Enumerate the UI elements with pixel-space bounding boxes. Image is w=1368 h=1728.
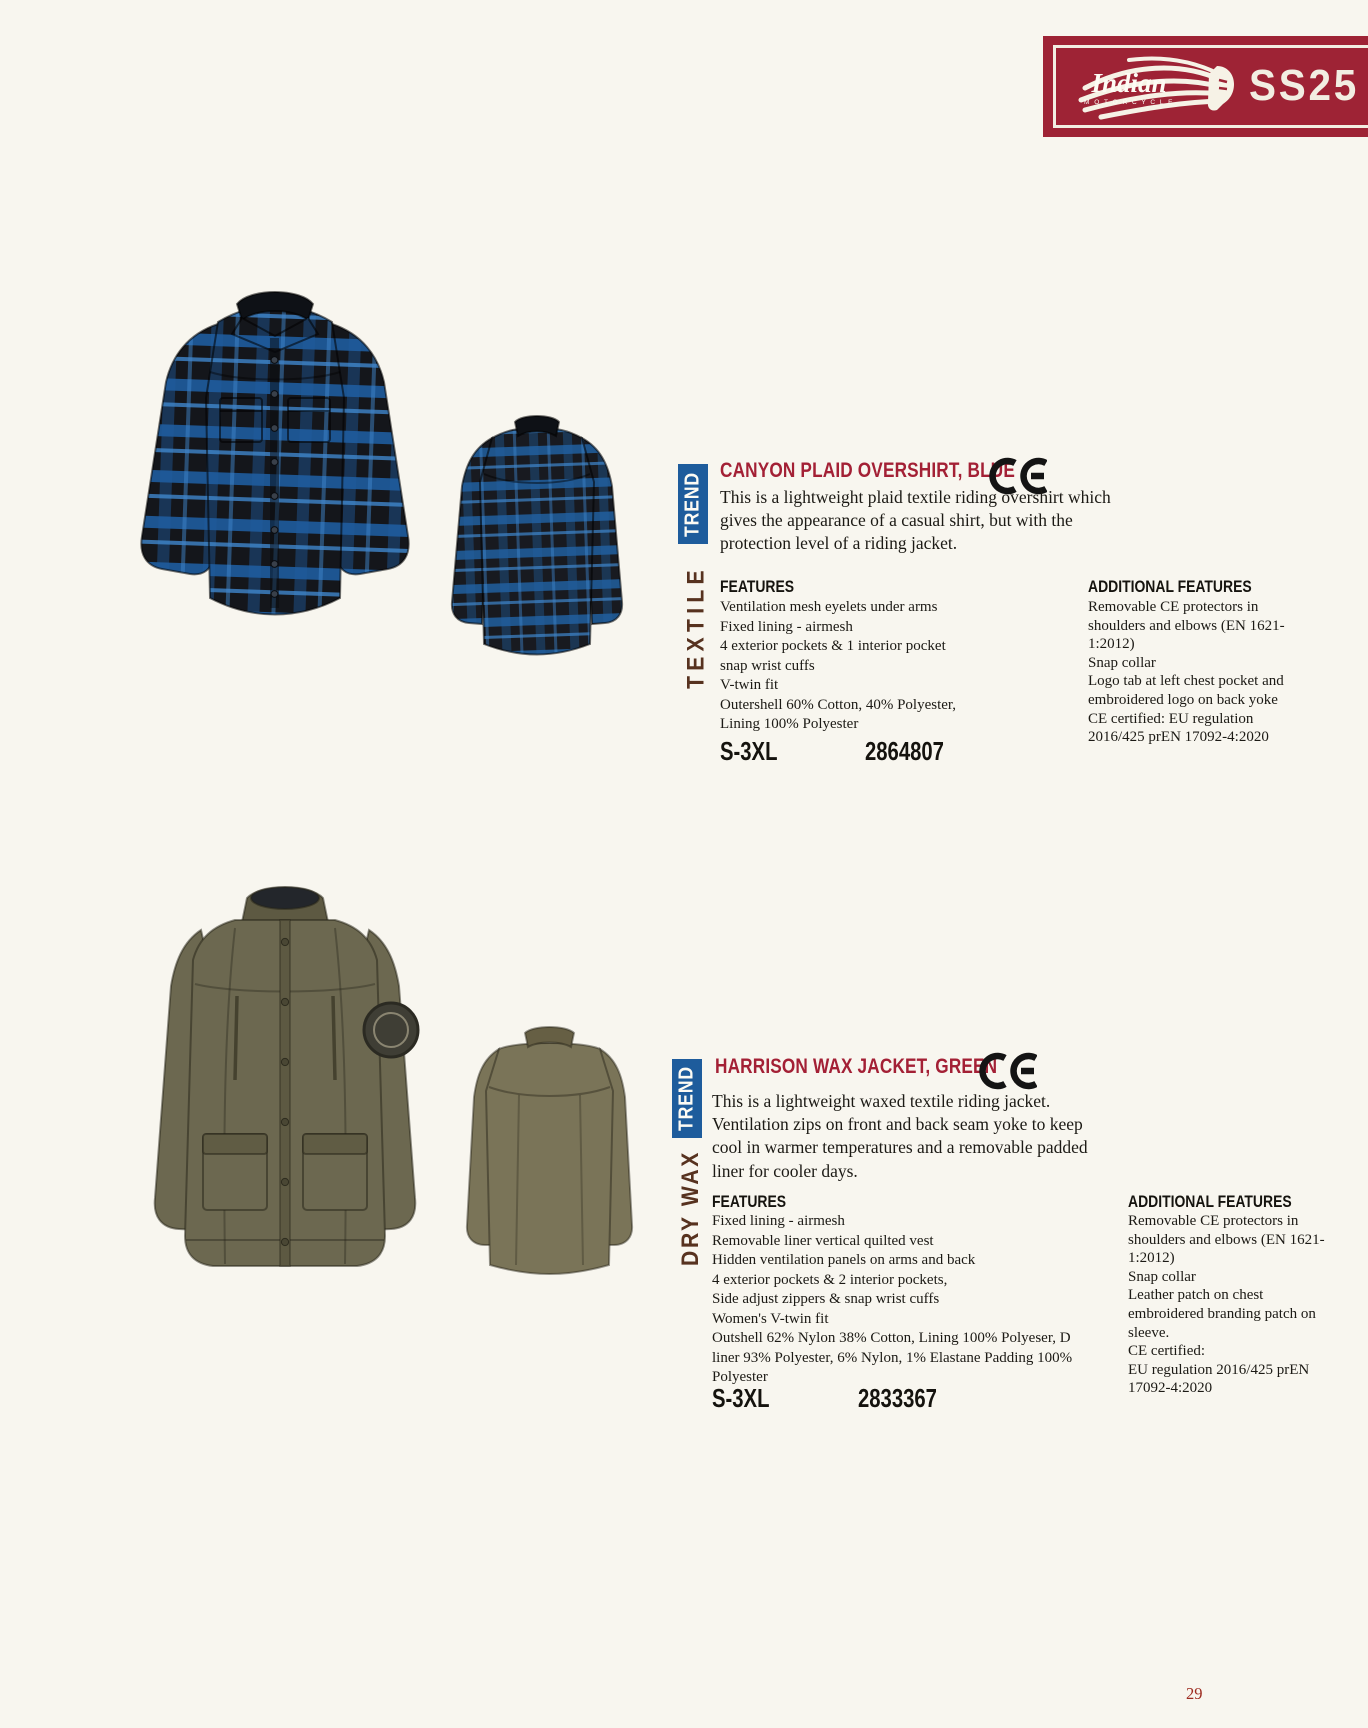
- feature-line: Snap collar: [1128, 1268, 1196, 1285]
- feature-line: 4 exterior pockets & 1 interior pocket: [720, 638, 946, 654]
- category-label-textile: [681, 551, 711, 703]
- brand-script-text: Indian: [1091, 68, 1167, 98]
- feature-line: Women's V-twin fit: [712, 1310, 829, 1327]
- feature-line: CE certified:: [1128, 1343, 1206, 1360]
- feature-line: Snap collar: [1088, 654, 1156, 671]
- category-label-text: TEXTILE: [682, 565, 710, 689]
- overshirt-front-image: [70, 278, 480, 673]
- sku-value: [858, 1383, 959, 1414]
- product-title-text: HARRISON WAX JACKET, GREEN: [715, 1054, 998, 1078]
- additional-features-heading-text: ADDITIONAL FEATURES: [1088, 577, 1252, 596]
- ce-mark-icon: [975, 1051, 1037, 1091]
- features-heading: [720, 577, 810, 597]
- trend-tag-label: TREND: [675, 1065, 698, 1132]
- category-label-dry-wax: [676, 1148, 706, 1268]
- feature-line: snap wrist cuffs: [720, 657, 815, 674]
- feature-line: Leather patch on chest embroidered branding patch on sleeve.: [1128, 1287, 1316, 1341]
- feature-line: Polyester: [712, 1369, 768, 1385]
- feature-line: V-twin fit: [720, 677, 779, 693]
- feature-line: Removable CE protectors in shoulders and elbows (EN 1621-1:2012): [1128, 1213, 1325, 1267]
- feature-line: Outershell 60% Cotton, 40% Polyester,: [720, 696, 957, 713]
- indian-motorcycle-headdress-logo-icon: [1071, 54, 1243, 120]
- sleeve-patch: [364, 1003, 418, 1057]
- trend-tag-label: TREND: [681, 471, 704, 537]
- sku-text: 2833367: [858, 1383, 937, 1413]
- feature-line: Fixed lining - airmesh: [712, 1213, 845, 1229]
- feature-line: Lining 100% Polyester: [720, 716, 859, 732]
- additional-features-list: [1088, 598, 1293, 747]
- features-heading: [712, 1192, 802, 1212]
- sizes-value: [712, 1383, 786, 1414]
- feature-line: Side adjust zippers & snap wrist cuffs: [712, 1291, 940, 1307]
- feature-line: Outshell 62% Nylon 38% Cotton, Lining 100% Polyeser, D: [712, 1330, 1071, 1346]
- features-heading-text: FEATURES: [712, 1192, 787, 1211]
- jacket-back-image: [437, 1025, 662, 1290]
- overshirt-back-image: [422, 412, 652, 667]
- product-title-text: CANYON PLAID OVERSHIRT, BLUE: [720, 458, 1015, 482]
- sizes-value: [720, 736, 794, 767]
- feature-line: Logo tab at left chest pocket and embroidered logo on back yoke: [1088, 673, 1284, 708]
- additional-features-heading-text: ADDITIONAL FEATURES: [1128, 1192, 1292, 1211]
- feature-line: 4 exterior pockets & 2 interior pockets,: [712, 1271, 948, 1288]
- product-description: This is a lightweight plaid textile riding overshirt which gives the appearance of a casual shirt, but with the protection level of a riding jacket.: [720, 487, 1111, 554]
- trend-tag: [678, 464, 708, 544]
- features-heading-text: FEATURES: [720, 577, 795, 596]
- feature-line: Ventilation mesh eyelets under arms: [720, 599, 938, 615]
- feature-line: liner 93% Polyester, 6% Nylon, 1% Elastane Padding 100%: [712, 1349, 1073, 1366]
- features-list: [720, 598, 956, 735]
- trend-tag: [672, 1059, 702, 1138]
- sku-text: 2864807: [865, 736, 944, 766]
- feature-line: Fixed lining - airmesh: [720, 618, 853, 635]
- feature-line: CE certified: EU regulation 2016/425 prEN 17092-4:2020: [1088, 710, 1269, 746]
- additional-features-heading: [1128, 1192, 1328, 1212]
- feature-line: Removable liner vertical quilted vest: [712, 1232, 934, 1249]
- feature-line: EU regulation 2016/425 prEN 17092-4:2020: [1128, 1361, 1310, 1397]
- sizes-text: S-3XL: [712, 1383, 770, 1413]
- jacket-front-image: [85, 868, 485, 1298]
- brand-sub-text: M O T O R C Y C L E: [1084, 99, 1174, 106]
- product-description: This is a lightweight waxed textile riding jacket. Ventilation zips on front and back seam yoke to keep cool in warmer temperatures and a removable padded liner for cooler days.: [712, 1091, 1088, 1181]
- brand-badge: [1043, 36, 1368, 137]
- feature-line: Removable CE protectors in shoulders and elbows (EN 1621-1:2012): [1088, 599, 1285, 653]
- additional-features-list: [1128, 1212, 1328, 1398]
- page-number: 29: [1186, 1684, 1203, 1703]
- sku-value: [865, 736, 966, 767]
- season-label: SS25: [1249, 60, 1360, 110]
- sizes-text: S-3XL: [720, 736, 778, 766]
- additional-features-heading: [1088, 577, 1288, 597]
- category-label-text: DRY WAX: [677, 1150, 704, 1266]
- features-list: [712, 1212, 1072, 1388]
- feature-line: Hidden ventilation panels on arms and back: [712, 1252, 976, 1268]
